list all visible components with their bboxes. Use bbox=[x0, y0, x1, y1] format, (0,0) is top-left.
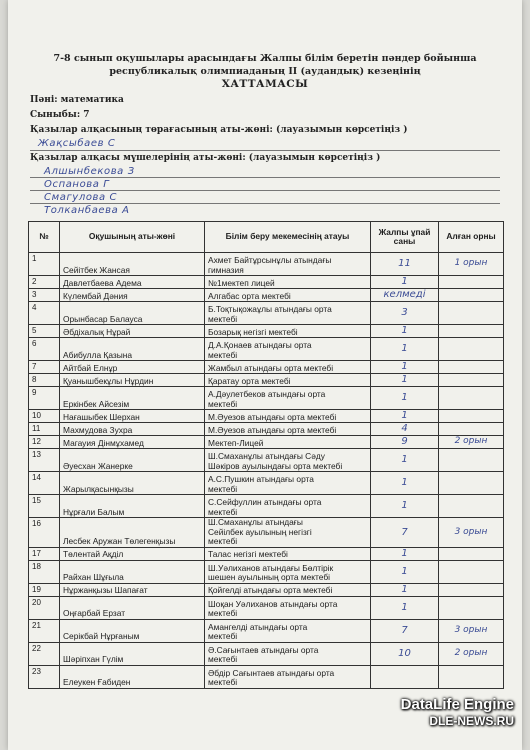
school-name-line: Қойгелді атындағы орта мектебі bbox=[208, 585, 333, 595]
place-awarded bbox=[439, 302, 504, 325]
table-row bbox=[29, 449, 504, 472]
school-name-line: Д.А.Қонаев атындағы орта bbox=[208, 340, 312, 350]
student-name: Нағашыбек Шерхан bbox=[60, 410, 205, 423]
table-row bbox=[29, 276, 504, 289]
total-score: 1 bbox=[371, 361, 439, 374]
place-awarded bbox=[439, 596, 504, 619]
student-name: Райхан Шұғыла bbox=[60, 560, 205, 583]
place-awarded bbox=[439, 325, 504, 338]
student-name: Әуесхан Жанерке bbox=[60, 449, 205, 472]
school-name-line: гимназия bbox=[208, 264, 244, 275]
student-name: Оңғарбай Ерзат bbox=[60, 596, 205, 619]
document-title: ХАТТАМАСЫ bbox=[221, 78, 309, 90]
student-name: Серікбай Нұрғаным bbox=[60, 619, 205, 642]
school-name bbox=[205, 338, 371, 361]
student-name: Қуанышбекұлы Нұрдин bbox=[60, 374, 205, 387]
col-header-student: Оқушының аты-жөні bbox=[60, 222, 205, 253]
school-name bbox=[205, 289, 371, 302]
student-name: Жарылқасынқызы bbox=[60, 472, 205, 495]
place-awarded bbox=[439, 361, 504, 374]
member-handwritten: Оспанова Г bbox=[44, 179, 110, 190]
school-name-line: А.Дәулетбеков атындағы орта bbox=[208, 389, 326, 399]
total-score: 1 bbox=[371, 325, 439, 338]
total-score: 3 bbox=[371, 302, 439, 325]
school-name-line: мектебі bbox=[208, 536, 238, 546]
total-score: 4 bbox=[371, 423, 439, 436]
header-line-2: республикалық олимпиаданың ІІ (аудандық) кезеңінің bbox=[109, 66, 421, 77]
school-name-line: Мектеп-Лицей bbox=[208, 437, 264, 448]
table-row bbox=[29, 583, 504, 596]
chair-underline bbox=[30, 150, 500, 151]
school-name bbox=[205, 325, 371, 338]
table-row bbox=[29, 436, 504, 449]
school-name bbox=[205, 560, 371, 583]
school-name bbox=[205, 449, 371, 472]
school-name-line: мектебі bbox=[208, 506, 238, 517]
school-name-line: Бозарық негізгі мектебі bbox=[208, 326, 298, 337]
student-name: Давлетбаева Адема bbox=[60, 276, 205, 289]
total-score: 7 bbox=[371, 619, 439, 642]
row-number: 14 bbox=[29, 472, 60, 495]
school-name-line: шешен ауылының орта мектебі bbox=[208, 572, 330, 582]
total-score: 1 bbox=[371, 338, 439, 361]
member-handwritten: Толканбаева А bbox=[44, 205, 130, 216]
place-awarded: 2 орын bbox=[439, 436, 504, 449]
row-number: 16 bbox=[29, 518, 60, 548]
total-score: 1 bbox=[371, 276, 439, 289]
school-name-line: мектебі bbox=[208, 398, 238, 409]
total-score: 1 bbox=[371, 472, 439, 495]
school-name bbox=[205, 583, 371, 596]
school-name bbox=[205, 596, 371, 619]
total-score: 1 bbox=[371, 387, 439, 410]
place-awarded: 2 орын bbox=[439, 642, 504, 665]
place-awarded bbox=[439, 410, 504, 423]
school-name-line: Талас негізгі мектебі bbox=[208, 549, 288, 559]
total-score: 1 bbox=[371, 596, 439, 619]
student-name: Нұржанқызы Шапағат bbox=[60, 583, 205, 596]
school-name-line: мектебі bbox=[208, 631, 238, 641]
table-row bbox=[29, 325, 504, 338]
total-score: 1 bbox=[371, 547, 439, 560]
school-name-line: Ахмет Байтұрсынұлы атындағы bbox=[208, 255, 332, 265]
col-header-school: Білім беру мекемесінің атауы bbox=[205, 222, 371, 253]
table-row bbox=[29, 619, 504, 642]
table-row bbox=[29, 472, 504, 495]
place-awarded: 1 орын bbox=[439, 253, 504, 276]
table-row bbox=[29, 423, 504, 436]
document-header bbox=[8, 52, 522, 91]
place-awarded bbox=[439, 547, 504, 560]
school-name-line: Б.Тоқтықожаұлы атындағы орта bbox=[208, 304, 332, 314]
school-name-line: мектебі bbox=[208, 608, 238, 618]
row-number: 4 bbox=[29, 302, 60, 325]
school-name-line: Сейілбек ауылының негізгі bbox=[208, 526, 312, 537]
school-name bbox=[205, 361, 371, 374]
row-number: 6 bbox=[29, 338, 60, 361]
school-name-line: Жамбыл атындағы орта мектебі bbox=[208, 362, 334, 373]
school-name-line: М.Әуезов атындағы орта мектебі bbox=[208, 424, 337, 435]
row-number: 21 bbox=[29, 619, 60, 642]
student-name: Күлембай Дәния bbox=[60, 289, 205, 302]
place-awarded bbox=[439, 472, 504, 495]
table-row bbox=[29, 253, 504, 276]
table-row bbox=[29, 547, 504, 560]
student-name: Еркінбек Айсезім bbox=[60, 387, 205, 410]
row-number: 23 bbox=[29, 665, 60, 688]
school-name-line: Ә.Сағынтаев атындағы орта bbox=[208, 644, 319, 655]
col-header-score: Жалпы ұпай саны bbox=[371, 222, 439, 253]
col-header-number: № bbox=[29, 222, 60, 253]
place-awarded bbox=[439, 387, 504, 410]
row-number: 18 bbox=[29, 560, 60, 583]
member-underline bbox=[30, 190, 500, 191]
school-name-line: Алгабас орта мектебі bbox=[208, 290, 291, 301]
school-name-line: мектебі bbox=[208, 349, 238, 360]
table-row bbox=[29, 518, 504, 548]
table-row bbox=[29, 560, 504, 583]
school-name-line: А.С.Пушкин атындағы орта bbox=[208, 474, 314, 484]
student-name: Төлентай Ақділ bbox=[60, 547, 205, 560]
school-name-line: М.Әуезов атындағы орта мектебі bbox=[208, 411, 337, 422]
place-awarded bbox=[439, 374, 504, 387]
place-awarded bbox=[439, 338, 504, 361]
school-name bbox=[205, 436, 371, 449]
school-name-line: Ш.Смаханұлы атындағы bbox=[208, 517, 303, 527]
row-number: 15 bbox=[29, 495, 60, 518]
student-name: Шәріпхан Гүлім bbox=[60, 642, 205, 665]
school-name-line: мектебі bbox=[208, 654, 238, 664]
row-number: 3 bbox=[29, 289, 60, 302]
total-score: 1 bbox=[371, 449, 439, 472]
total-score: 9 bbox=[371, 436, 439, 449]
total-score: 10 bbox=[371, 642, 439, 665]
place-awarded: 3 орын bbox=[439, 518, 504, 548]
student-name: Нұрғали Балым bbox=[60, 495, 205, 518]
school-name bbox=[205, 495, 371, 518]
school-name-line: Ш.Смаханұлы атындағы Сәду bbox=[208, 451, 325, 461]
place-awarded bbox=[439, 495, 504, 518]
school-name-line: Амангелді атындағы орта bbox=[208, 621, 308, 632]
school-name bbox=[205, 302, 371, 325]
school-name bbox=[205, 472, 371, 495]
table-row bbox=[29, 338, 504, 361]
member-handwritten: Смагулова С bbox=[44, 192, 118, 203]
school-name bbox=[205, 547, 371, 560]
member-underline bbox=[30, 203, 500, 204]
student-name: Орынбасар Балауса bbox=[60, 302, 205, 325]
school-name-line: Әбдір Сағынтаев атындағы орта bbox=[208, 667, 335, 678]
total-score: 11 bbox=[371, 253, 439, 276]
row-number: 5 bbox=[29, 325, 60, 338]
school-name bbox=[205, 410, 371, 423]
row-number: 12 bbox=[29, 436, 60, 449]
total-score: 1 bbox=[371, 583, 439, 596]
place-awarded bbox=[439, 423, 504, 436]
protocol-sheet bbox=[8, 0, 522, 750]
member-handwritten: Алшынбекова З bbox=[44, 166, 135, 177]
school-name bbox=[205, 642, 371, 665]
place-awarded bbox=[439, 665, 504, 688]
total-score bbox=[371, 665, 439, 688]
school-name-line: мектебі bbox=[208, 313, 238, 324]
school-name bbox=[205, 518, 371, 548]
table-row bbox=[29, 642, 504, 665]
member-underline bbox=[30, 177, 500, 178]
col-header-place: Алған орны bbox=[439, 222, 504, 253]
school-name bbox=[205, 276, 371, 289]
student-name: Махмудова Зухра bbox=[60, 423, 205, 436]
total-score: 7 bbox=[371, 518, 439, 548]
school-name-line: мектебі bbox=[208, 483, 238, 494]
place-awarded bbox=[439, 449, 504, 472]
total-score: 1 bbox=[371, 374, 439, 387]
school-name-line: мектебі bbox=[208, 677, 238, 687]
school-name-line: Қаратау орта мектебі bbox=[208, 375, 291, 386]
school-name-line: №1мектеп лицей bbox=[208, 277, 275, 288]
place-awarded bbox=[439, 560, 504, 583]
watermark-line-2: DLE-NEWS.RU bbox=[429, 714, 514, 728]
results-table bbox=[28, 221, 504, 689]
table-row bbox=[29, 302, 504, 325]
table-row bbox=[29, 289, 504, 302]
row-number: 19 bbox=[29, 583, 60, 596]
table-row bbox=[29, 596, 504, 619]
watermark bbox=[401, 696, 514, 728]
table-body bbox=[29, 253, 504, 689]
place-awarded bbox=[439, 276, 504, 289]
table-row bbox=[29, 495, 504, 518]
chair-handwritten: Жақсыбаев С bbox=[38, 138, 116, 149]
row-number: 17 bbox=[29, 547, 60, 560]
total-score: келмеді bbox=[371, 289, 439, 302]
total-score: 1 bbox=[371, 495, 439, 518]
table-row bbox=[29, 361, 504, 374]
chair-label: Қазылар алқасының төрағасының аты-жөні: (лауазымын көрсетіңіз ) bbox=[30, 125, 408, 135]
student-name: Сейітбек Жансая bbox=[60, 253, 205, 276]
table-row bbox=[29, 665, 504, 688]
school-name-line: Ш.Уәлиханов атындағы Бөлтірік bbox=[208, 562, 334, 573]
student-name: Елеукен Ғабиден bbox=[60, 665, 205, 688]
school-name bbox=[205, 619, 371, 642]
grade-line: Сыныбы: 7 bbox=[30, 110, 90, 120]
place-awarded bbox=[439, 583, 504, 596]
school-name bbox=[205, 253, 371, 276]
total-score: 1 bbox=[371, 410, 439, 423]
student-name: Магауия Дінмұхамед bbox=[60, 436, 205, 449]
row-number: 9 bbox=[29, 387, 60, 410]
members-label: Қазылар алқасы мүшелерінің аты-жөні: (лауазымын көрсетіңіз ) bbox=[30, 153, 381, 163]
row-number: 2 bbox=[29, 276, 60, 289]
table-row bbox=[29, 387, 504, 410]
row-number: 20 bbox=[29, 596, 60, 619]
table-header-row bbox=[29, 222, 504, 253]
row-number: 10 bbox=[29, 410, 60, 423]
subject-line: Пәні: математика bbox=[30, 95, 124, 105]
school-name bbox=[205, 374, 371, 387]
school-name-line: С.Сейфуллин атындағы орта bbox=[208, 497, 322, 507]
school-name-line: Шоқан Уәлиханов атындағы орта bbox=[208, 598, 338, 609]
school-name bbox=[205, 387, 371, 410]
table-row bbox=[29, 374, 504, 387]
row-number: 11 bbox=[29, 423, 60, 436]
student-name: Әбдіхалық Нұрай bbox=[60, 325, 205, 338]
student-name: Айтбай Елнұр bbox=[60, 361, 205, 374]
student-name: Лесбек Аружан Төлегенқызы bbox=[60, 518, 205, 548]
student-name: Абибулла Қазына bbox=[60, 338, 205, 361]
row-number: 13 bbox=[29, 449, 60, 472]
place-awarded: 3 орын bbox=[439, 619, 504, 642]
row-number: 22 bbox=[29, 642, 60, 665]
row-number: 1 bbox=[29, 253, 60, 276]
row-number: 8 bbox=[29, 374, 60, 387]
school-name bbox=[205, 423, 371, 436]
place-awarded bbox=[439, 289, 504, 302]
school-name-line: Шәкіров ауылындағы орта мектебі bbox=[208, 460, 343, 471]
row-number: 7 bbox=[29, 361, 60, 374]
header-line-1: 7-8 сынып оқушылары арасындағы Жалпы білім беретін пәндер бойынша bbox=[53, 53, 477, 64]
table-row bbox=[29, 410, 504, 423]
total-score: 1 bbox=[371, 560, 439, 583]
school-name bbox=[205, 665, 371, 688]
watermark-line-1: DataLife Engine bbox=[400, 696, 514, 713]
